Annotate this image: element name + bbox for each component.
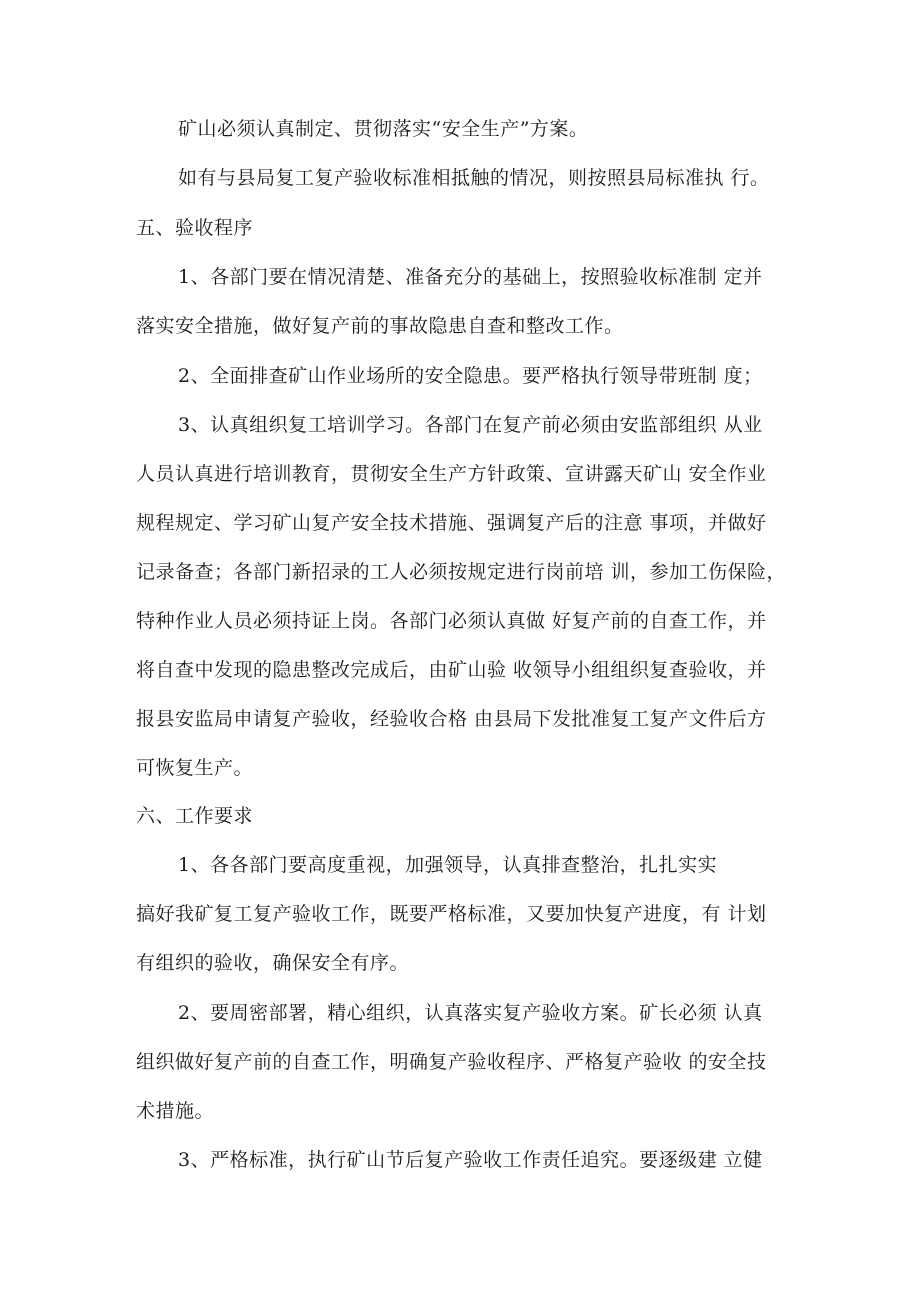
body-line-16: 1、各各部门要高度重视，加强领导，认真排查整治，扎扎实实 xyxy=(178,854,718,876)
section-heading-6: 六、工作要求 xyxy=(136,805,254,827)
body-line-2: 如有与县局复工复产验收标准相抵触的情况，则按照县局标准执 行。 xyxy=(178,167,770,189)
body-line-20: 组织做好复产前的自查工作，明确复产验收程序、严格复产验收 的安全技 xyxy=(136,1051,767,1073)
body-line-4: 1、各部门要在情况清楚、准备充分的基础上，按照验收标准制 定并 xyxy=(178,266,763,288)
body-line-5: 落实安全措施，做好复产前的事故隐患自查和整改工作。 xyxy=(136,315,624,337)
body-line-14: 可恢复生产。 xyxy=(136,757,254,779)
body-line-17: 搞好我矿复工复产验收工作，既要严格标准，又要加快复产进度，有 计划 xyxy=(136,903,767,925)
body-line-13: 报县安监局申请复产验收，经验收合格 由县局下发批准复工复产文件后方 xyxy=(136,708,767,730)
body-line-21: 术措施。 xyxy=(136,1100,215,1122)
body-line-7: 3、认真组织复工培训学习。各部门在复产前必须由安监部组织 从业 xyxy=(178,414,763,436)
body-line-6: 2、全面排查矿山作业场所的安全隐患。要严格执行领导带班制 度； xyxy=(178,365,763,387)
body-line-22: 3、严格标准，执行矿山节后复产验收工作责任追究。要逐级建 立健 xyxy=(178,1149,763,1171)
section-heading-5: 五、验收程序 xyxy=(136,217,254,239)
body-line-18: 有组织的验收，确保安全有序。 xyxy=(136,952,410,974)
body-line-9: 规程规定、学习矿山复产安全技术措施、强调复产后的注意 事项，并做好 xyxy=(136,512,767,534)
body-line-19: 2、要周密部署，精心组织，认真落实复产验收方案。矿长必须 认真 xyxy=(178,1002,763,1024)
body-line-11: 特种作业人员必须持证上岗。各部门必须认真做 好复产前的自查工作，并 xyxy=(136,610,767,632)
body-line-12: 将自查中发现的隐患整改完成后，由矿山验 收领导小组组织复查验收，并 xyxy=(136,659,767,681)
body-line-1: 矿山必须认真制定、贯彻落实“安全生产”方案。 xyxy=(178,118,589,140)
body-line-8: 人员认真进行培训教育，贯彻安全生产方针政策、宣讲露天矿山 安全作业 xyxy=(136,463,767,485)
body-line-10: 记录备查；各部门新招录的工人必须按规定进行岗前培 训，参加工伤保险， xyxy=(136,561,787,583)
